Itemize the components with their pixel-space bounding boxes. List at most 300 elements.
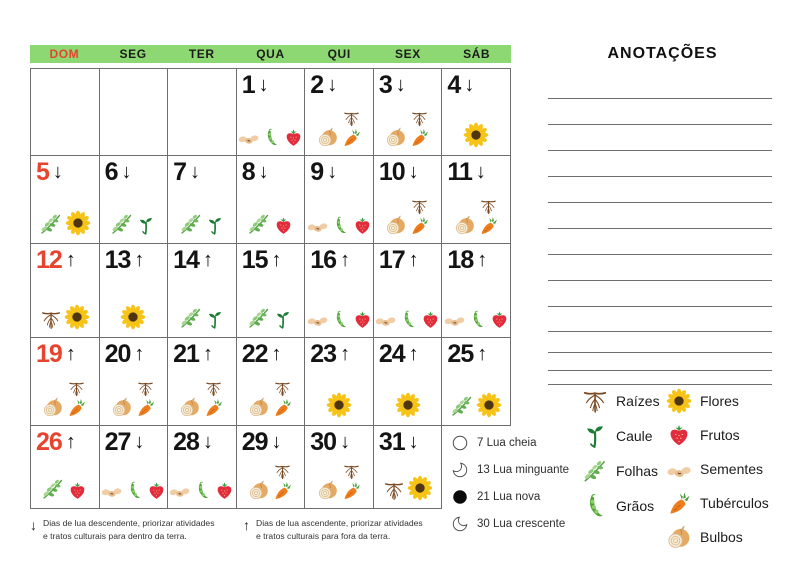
day-number: 15 — [241, 246, 268, 274]
descending-moon-arrow-icon: ↓ — [121, 161, 132, 183]
icon-group — [135, 380, 156, 418]
flores-icon — [120, 304, 146, 330]
icon-group — [136, 215, 156, 236]
day-cell-9 — [305, 156, 374, 244]
day-head — [444, 340, 508, 367]
icon-group — [110, 212, 134, 236]
new-moon-icon — [451, 488, 469, 506]
legend-label: Raízes — [616, 393, 660, 409]
icon-group — [64, 304, 90, 330]
bulbos-icon — [179, 396, 201, 418]
icon-group — [205, 309, 225, 330]
folhas-icon — [247, 212, 271, 236]
day-cell-31 — [374, 426, 443, 509]
raizes-icon — [342, 463, 361, 480]
frutos-icon — [214, 480, 235, 501]
day-head — [239, 158, 303, 185]
descending-moon-arrow-icon: ↓ — [408, 161, 419, 183]
day-number: 9 — [310, 158, 324, 186]
flores-icon — [463, 122, 489, 148]
descending-moon-arrow-icon: ↓ — [340, 431, 351, 453]
day-number: 24 — [378, 340, 405, 368]
day-head — [307, 340, 371, 367]
ascending-moon-arrow-icon: ↑ — [271, 249, 282, 271]
sementes-icon — [666, 456, 692, 482]
day-number: 19 — [36, 340, 62, 368]
day-number: 26 — [36, 428, 62, 456]
icon-group — [168, 479, 191, 501]
day-cell-17 — [374, 244, 443, 338]
graos-icon — [468, 309, 487, 330]
day-cell-16 — [305, 244, 374, 338]
day-category-icons — [306, 392, 372, 418]
icon-group — [247, 212, 271, 236]
weekday-header — [30, 45, 511, 63]
icon-group — [39, 212, 63, 236]
tuberculos-icon — [478, 215, 499, 236]
day-cell-28 — [168, 426, 237, 509]
descending-moon-arrow-icon: ↓ — [190, 161, 201, 183]
frutos-icon — [352, 215, 373, 236]
footnote-descending-moon — [30, 517, 242, 543]
day-cell-6 — [100, 156, 169, 244]
day-number: 28 — [173, 428, 199, 456]
icon-group — [273, 309, 293, 330]
icon-group — [306, 214, 329, 236]
icon-group — [407, 475, 433, 501]
folhas-icon — [179, 212, 203, 236]
icon-group — [248, 396, 270, 418]
day-head — [444, 71, 508, 98]
notes-line — [548, 384, 772, 385]
tuberculos-icon — [666, 490, 692, 516]
day-head — [307, 428, 371, 455]
flores-icon — [407, 475, 433, 501]
frutos-icon — [273, 215, 294, 236]
flores-icon — [326, 392, 352, 418]
tuberculos-icon — [341, 480, 362, 501]
notes-line — [548, 176, 772, 177]
graos-icon — [399, 309, 418, 330]
icon-group — [283, 127, 304, 148]
caule-icon — [136, 215, 156, 236]
bulbos-icon — [666, 524, 692, 550]
tuberculos-icon — [272, 480, 293, 501]
category-legend-left — [582, 388, 660, 519]
raizes-icon — [273, 463, 292, 480]
weekday-seg: SEG — [119, 47, 147, 61]
moon-legend-label: 13 Lua minguante — [477, 463, 570, 476]
day-head — [376, 428, 440, 455]
raizes-icon — [67, 380, 86, 397]
legend-item-bulbos — [666, 524, 769, 550]
notes-line — [548, 150, 772, 151]
bulbos-icon — [454, 214, 476, 236]
bulbos-icon — [111, 396, 133, 418]
graos-icon — [331, 215, 350, 236]
day-number: 11 — [447, 158, 472, 186]
day-head — [239, 246, 303, 273]
icon-group — [326, 392, 352, 418]
day-category-icons — [443, 122, 509, 148]
day-category-icons — [101, 212, 167, 236]
day-cell-20 — [100, 338, 169, 426]
icon-group — [476, 392, 502, 418]
day-number: 22 — [241, 340, 268, 368]
caule-icon — [273, 309, 293, 330]
ascending-moon-arrow-icon: ↑ — [134, 249, 145, 271]
icon-group — [272, 463, 293, 501]
day-head — [376, 71, 440, 98]
legend-label: Caule — [616, 428, 653, 444]
moon-legend-label: 21 Lua nova — [477, 490, 541, 503]
day-head — [33, 158, 97, 185]
icon-group — [120, 304, 146, 330]
bulbos-icon — [42, 396, 64, 418]
footnote-line: Dias de lua ascendente, priorizar atividades — [256, 518, 423, 528]
day-cell-3 — [374, 69, 443, 156]
folhas-icon — [41, 477, 65, 501]
icon-group — [273, 215, 294, 236]
day-category-icons — [375, 110, 441, 148]
icon-group — [179, 212, 203, 236]
day-cell-19 — [31, 338, 100, 426]
ascending-moon-arrow-icon: ↑ — [134, 343, 145, 365]
day-number: 20 — [104, 340, 131, 368]
footnote-line: e tratos culturais para dentro da terra. — [43, 530, 187, 541]
raizes-icon — [582, 388, 608, 414]
day-number: 12 — [36, 246, 62, 274]
tuberculos-icon — [409, 127, 430, 148]
day-number: 3 — [378, 71, 392, 99]
day-number: 25 — [447, 340, 474, 368]
day-head — [239, 428, 303, 455]
sementes-icon — [100, 479, 123, 501]
footnote-text — [43, 517, 215, 543]
icon-group — [341, 463, 362, 501]
day-cell-4 — [442, 69, 511, 156]
moon-legend-label: 7 Lua cheia — [477, 436, 537, 449]
sementes-icon — [443, 308, 466, 330]
icon-group — [352, 309, 373, 330]
day-cell-1 — [237, 69, 306, 156]
icon-group — [40, 309, 62, 330]
day-head — [102, 428, 166, 455]
icon-group — [65, 210, 91, 236]
day-head — [102, 158, 166, 185]
icon-group — [247, 306, 271, 330]
legend-label: Folhas — [616, 463, 659, 479]
descending-moon-arrow-icon: ↓ — [134, 431, 145, 453]
raizes-icon — [342, 110, 361, 127]
day-category-icons — [306, 110, 372, 148]
icon-group — [331, 215, 350, 236]
tuberculos-icon — [341, 127, 362, 148]
day-number: 10 — [378, 158, 405, 186]
day-cell-7 — [168, 156, 237, 244]
icon-group — [66, 380, 87, 418]
graos-icon — [193, 480, 212, 501]
icon-group — [205, 215, 225, 236]
moon-legend-item — [451, 460, 569, 479]
raizes-icon — [410, 198, 429, 215]
icon-group — [100, 479, 123, 501]
tuberculos-icon — [272, 397, 293, 418]
day-number: 27 — [104, 428, 131, 456]
moon-legend-item — [451, 514, 569, 533]
day-category-icons — [101, 479, 167, 501]
day-number: 6 — [104, 158, 118, 186]
day-cell-24 — [374, 338, 443, 426]
day-category-icons — [32, 210, 98, 236]
day-category-icons — [375, 392, 441, 418]
legend-item-raizes — [582, 388, 660, 414]
flores-icon — [64, 304, 90, 330]
day-cell-13 — [100, 244, 169, 338]
category-legend-right — [666, 388, 769, 550]
icon-group — [111, 396, 133, 418]
legend-label: Frutos — [700, 427, 740, 443]
day-cell-30 — [305, 426, 374, 509]
frutos-icon — [420, 309, 441, 330]
day-category-icons — [443, 198, 509, 236]
raizes-icon — [273, 380, 292, 397]
day-number: 16 — [310, 246, 337, 274]
frutos-icon — [283, 127, 304, 148]
legend-item-folhas — [582, 458, 660, 484]
icon-group — [42, 396, 64, 418]
day-head — [376, 158, 440, 185]
ascending-moon-arrow-icon: ↑ — [340, 249, 351, 271]
day-head — [170, 428, 234, 455]
descending-moon-arrow-icon: ↓ — [258, 74, 269, 96]
day-category-icons — [306, 463, 372, 501]
day-category-icons — [375, 475, 441, 501]
day-number: 31 — [378, 428, 405, 456]
moon-legend-item — [451, 433, 569, 452]
day-number: 29 — [241, 428, 268, 456]
bulbos-icon — [385, 214, 407, 236]
day-cell-5 — [31, 156, 100, 244]
footnote-line: e tratos culturais para fora da terra. — [256, 530, 391, 541]
flores-icon — [476, 392, 502, 418]
legend-item-graos — [582, 493, 660, 519]
day-category-icons — [238, 380, 304, 418]
empty-day-cell — [31, 69, 100, 156]
caule-icon — [205, 309, 225, 330]
notes-line — [548, 124, 772, 125]
weekday-ter: TER — [188, 47, 215, 61]
moon-phase-legend — [451, 433, 569, 533]
day-cell-15 — [237, 244, 306, 338]
raizes-icon — [136, 380, 155, 397]
legend-label: Sementes — [700, 461, 764, 477]
tuberculos-icon — [409, 215, 430, 236]
day-category-icons — [238, 463, 304, 501]
notes-line — [548, 352, 772, 353]
ascending-moon-arrow-icon: ↑ — [477, 343, 488, 365]
descending-moon-arrow-icon: ↓ — [202, 431, 213, 453]
ascending-moon-arrow-icon: ↑ — [477, 249, 488, 271]
legend-item-frutos — [666, 422, 769, 448]
icon-group — [41, 477, 65, 501]
day-head — [444, 158, 508, 185]
day-number: 5 — [36, 158, 49, 186]
calendar-grid — [30, 68, 511, 509]
descending-moon-arrow-icon: ↓ — [408, 431, 419, 453]
day-category-icons — [238, 126, 304, 148]
day-head — [376, 246, 440, 273]
weekday-sex: SEX — [395, 47, 421, 61]
ascending-moon-arrow-icon: ↑ — [65, 343, 76, 365]
weekday-sáb: SÁB — [463, 47, 491, 61]
day-category-icons — [443, 392, 509, 418]
icon-group — [306, 308, 329, 330]
descending-moon-arrow-icon: ↓ — [327, 74, 338, 96]
legend-item-sementes — [666, 456, 769, 482]
icon-group — [341, 110, 362, 148]
icon-group — [193, 480, 212, 501]
day-cell-25 — [442, 338, 511, 426]
day-head — [239, 71, 303, 98]
icon-group — [409, 110, 430, 148]
graos-icon — [262, 127, 281, 148]
waning-moon-icon — [451, 461, 469, 479]
ascending-moon-arrow-icon: ↑ — [408, 249, 419, 271]
icon-group — [214, 480, 235, 501]
icon-group — [420, 309, 441, 330]
day-number: 1 — [241, 71, 255, 99]
day-cell-10 — [374, 156, 443, 244]
day-head — [33, 428, 97, 455]
up-arrow-icon: ↑ — [243, 517, 250, 533]
icon-group — [468, 309, 487, 330]
icon-group — [262, 127, 281, 148]
raizes-icon — [40, 309, 62, 330]
notes-line — [548, 254, 772, 255]
day-cell-8 — [237, 156, 306, 244]
day-cell-18 — [442, 244, 511, 338]
notes-line — [548, 228, 772, 229]
day-cell-2 — [305, 69, 374, 156]
legend-label: Bulbos — [700, 529, 743, 545]
day-category-icons — [101, 380, 167, 418]
day-head — [102, 340, 166, 367]
icon-group — [331, 309, 350, 330]
weekday-qua: QUA — [256, 47, 285, 61]
bulbos-icon — [317, 126, 339, 148]
sementes-icon — [306, 308, 329, 330]
icon-group — [478, 198, 499, 236]
day-category-icons — [101, 304, 167, 330]
flores-icon — [666, 388, 692, 414]
legend-item-caule — [582, 423, 660, 449]
ascending-moon-arrow-icon: ↑ — [408, 343, 419, 365]
icon-group — [374, 308, 397, 330]
icon-group — [179, 306, 203, 330]
folhas-icon — [39, 212, 63, 236]
notes-line — [548, 306, 772, 307]
descending-moon-arrow-icon: ↓ — [327, 161, 338, 183]
icon-group — [179, 396, 201, 418]
day-head — [102, 246, 166, 273]
day-number: 14 — [173, 246, 199, 274]
day-head — [170, 246, 234, 273]
descending-moon-arrow-icon: ↓ — [464, 74, 475, 96]
raizes-icon — [204, 380, 223, 397]
frutos-icon — [352, 309, 373, 330]
footnote-text — [256, 517, 423, 543]
descending-moon-arrow-icon: ↓ — [395, 74, 406, 96]
day-number: 18 — [447, 246, 474, 274]
caule-icon — [582, 423, 608, 449]
footnote-line: Dias de lua descendente, priorizar atividades — [43, 518, 215, 528]
ascending-moon-arrow-icon: ↑ — [202, 249, 213, 271]
descending-moon-arrow-icon: ↓ — [271, 431, 282, 453]
icon-group — [395, 392, 421, 418]
raizes-icon — [383, 480, 405, 501]
folhas-icon — [450, 394, 474, 418]
folhas-icon — [179, 306, 203, 330]
frutos-icon — [67, 480, 88, 501]
day-head — [33, 246, 97, 273]
day-cell-21 — [168, 338, 237, 426]
graos-icon — [125, 480, 144, 501]
icon-group — [67, 480, 88, 501]
day-head — [170, 340, 234, 367]
ascending-moon-arrow-icon: ↑ — [65, 431, 76, 453]
descending-moon-arrow-icon: ↓ — [475, 161, 486, 183]
day-category-icons — [375, 308, 441, 330]
day-category-icons — [32, 477, 98, 501]
day-head — [239, 340, 303, 367]
day-head — [307, 158, 371, 185]
day-category-icons — [169, 306, 235, 330]
day-cell-11 — [442, 156, 511, 244]
day-head — [170, 158, 234, 185]
day-category-icons — [443, 308, 509, 330]
day-category-icons — [32, 380, 98, 418]
legend-item-tuberculos — [666, 490, 769, 516]
day-head — [444, 246, 508, 273]
icon-group — [317, 479, 339, 501]
day-number: 17 — [378, 246, 405, 274]
sementes-icon — [237, 126, 260, 148]
icon-group — [317, 126, 339, 148]
bulbos-icon — [385, 126, 407, 148]
day-number: 23 — [310, 340, 337, 368]
icon-group — [125, 480, 144, 501]
down-arrow-icon: ↓ — [30, 517, 37, 533]
ascending-moon-arrow-icon: ↑ — [202, 343, 213, 365]
bulbos-icon — [248, 396, 270, 418]
icon-group — [463, 122, 489, 148]
ascending-moon-arrow-icon: ↑ — [271, 343, 282, 365]
weekday-dom: DOM — [49, 47, 80, 61]
sementes-icon — [306, 214, 329, 236]
sementes-icon — [374, 308, 397, 330]
day-cell-27 — [100, 426, 169, 509]
tuberculos-icon — [203, 397, 224, 418]
notes-line — [548, 280, 772, 281]
day-category-icons — [169, 380, 235, 418]
full-moon-icon — [451, 434, 469, 452]
day-category-icons — [32, 304, 98, 330]
raizes-icon — [410, 110, 429, 127]
day-category-icons — [306, 308, 372, 330]
legend-label: Flores — [700, 393, 739, 409]
folhas-icon — [247, 306, 271, 330]
